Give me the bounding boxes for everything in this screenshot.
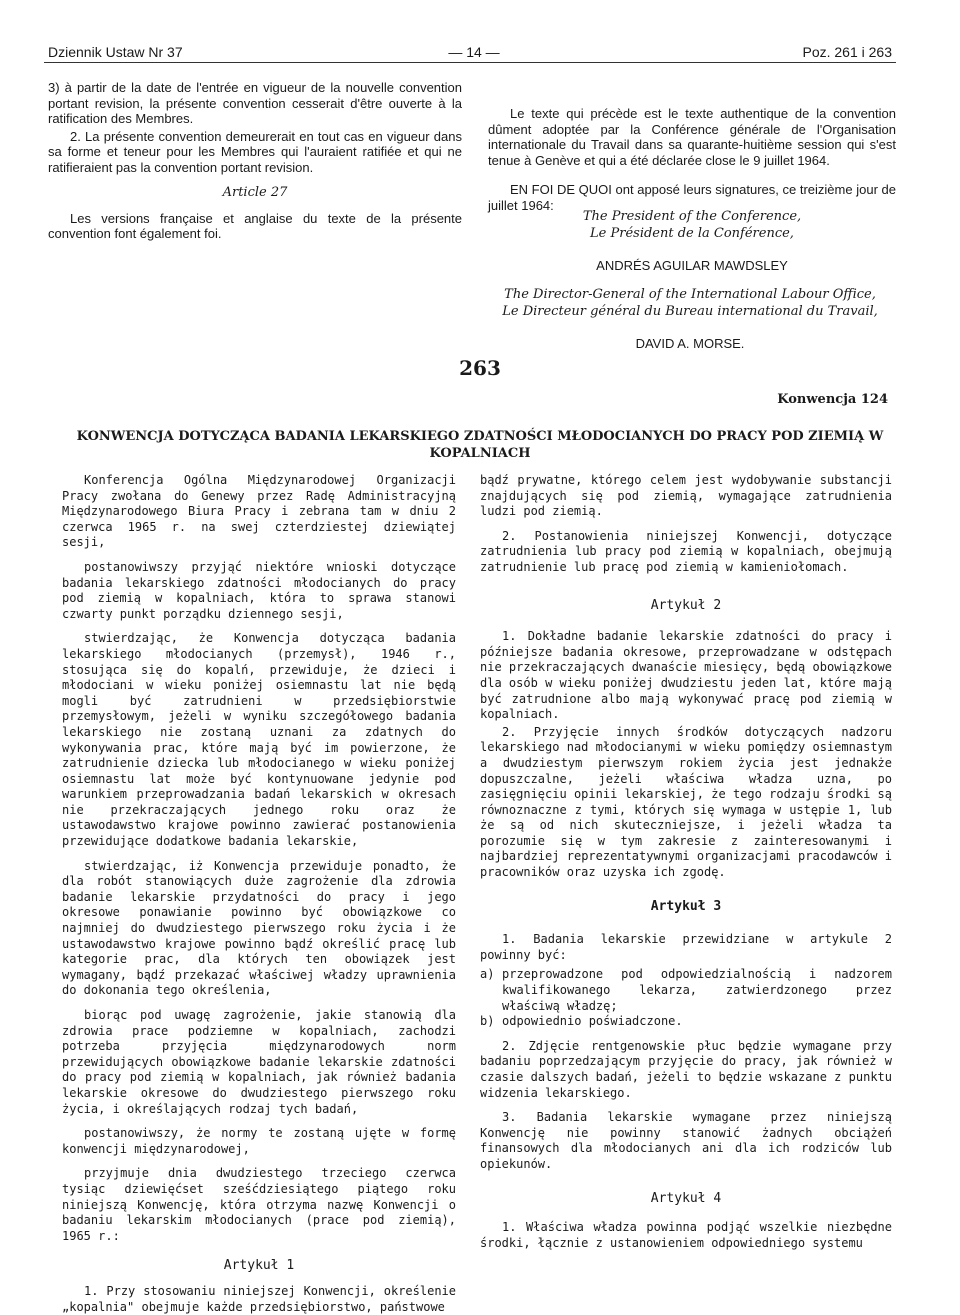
preamble-paragraph: stwierdzając, że Konwencja dotycząca badania lekarskiego młodocianych (przemysł), 1946 r., stosująca się do kopalń, przewiduje, że dzieci i młodociani w wieku poniżej osiemnastu lat nie będą mogli być zatrudnieni w przedsiębiorstwie przemysłowym, jeżeli w wyniku szczegółowego badania lekarskiego nie zostaną uznani za zdatnych do wykonywania prac, które mają być im powierzone, że zatrudnienie dziecka lub młodocianego w wieku poniżej osiemnastu lat może być kontynuowane jedynie pod warunkiem przeprowadzania badań lekarskich w okresach nie przekraczających jednego roku oraz że ustawodawstwo krajowe powinno zawierać postanowienia przewidujące dodatkowe badania lekarskie, (62, 631, 456, 849)
president-name: ANDRÉS AGUILAR MAWDSLEY (596, 258, 788, 273)
president-title-fr: Le Président de la Conférence, (590, 226, 794, 241)
header-rule (44, 62, 896, 63)
article-paragraph: 1. Dokładne badanie lekarskie zdatności do pracy i późniejsze badania okresowe, przeprowadzane w odstępach nie przekraczających dwanaście miesięcy, będą obowiązkowe dla osób w wieku poniżej dwudziestu jeden lat, które mają być zatrudnione albo mają wykonywać pracę pod ziemią w kopalniach. (480, 629, 892, 722)
polish-left-column (62, 473, 456, 1315)
article-paragraph: 1. Właściwa władza powinna podjąć wszelkie niezbędne środki, łącznie z ustanowieniem odpowiedniego systemu (480, 1220, 892, 1250)
signature-block-director (460, 286, 920, 351)
signature-block-president (488, 208, 896, 273)
french-left-column (48, 80, 462, 242)
list-item (480, 1014, 892, 1030)
president-title-en: The President of the Conference, (582, 209, 802, 224)
article-heading: Article 27 (222, 185, 288, 200)
section-number: 263 (459, 356, 501, 380)
article-1-heading: Artykuł 1 (223, 1258, 295, 1274)
article-2-heading: Artykuł 2 (650, 597, 722, 613)
french-right-column (488, 106, 896, 213)
article-paragraph: 2. Postanowienia niniejszej Konwencji, dotyczące zatrudnienia lub pracy pod ziemią w kopalniach, obejmują zatrudnienie lub pracę pod ziemią w kamieniołomach. (480, 528, 892, 574)
preamble-paragraph: Konferencja Ogólna Międzynarodowej Organizacji Pracy zwołana do Genewy przez Radę Administracyjną Międzynarodowego Biura Pracy i zebrana tam w dniu 2 czerwca 1965 r. na swej czterdziestej dziewiątej sesji, (62, 473, 456, 550)
polish-right-column (480, 473, 892, 1251)
list-item (480, 967, 892, 1014)
page-number: — 14 — (448, 44, 500, 60)
article-3-heading: Artykuł 3 (650, 898, 722, 914)
article-paragraph: 2. Zdjęcie rentgenowskie płuc będzie wymagane przy badaniu poprzedzającym przyjęcie do pracy, jak również w czasie dalszych badań, jeżeli to będzie wskazane z punktu widzenia lekarskiego. (480, 1038, 892, 1100)
preamble-paragraph: postanowiwszy przyjąć niektóre wnioski dotyczące badania lekarskiego zdatności młodocianych do pracy pod ziemią w kopalniach, która to sprawa stanowi czwarty punkt porządku dziennego sesji, (62, 559, 456, 621)
article-paragraph: 3. Badania lekarskie wymagane przez niniejszą Konwencję nie powinny stanowić żadnych obciążeń finansowych dla młodocianych ani dla ich rodziców lub opiekunów. (480, 1110, 892, 1171)
preamble-paragraph: stwierdzając, iż Konwencja przewiduje ponadto, że dla robót stanowiących duże zagrożenie dla zdrowia badanie lekarskie przydatności do pracy i jego okresowe ponawianie powinno być obowiązkowe co najmniej do dwudziestego pierwszego roku życia i że ustawodawstwo krajowe powinno bądź określić pracę lub kategorie prac, dla których ten obowiązek jest wymagany, bądź przekazać właściwej władzy uprawnienia do dokonania tego określenia, (62, 858, 456, 998)
article-4-heading: Artykuł 4 (650, 1190, 722, 1206)
list-item-text: odpowiednio poświadczone. (502, 1014, 683, 1029)
article-paragraph: 2. Przyjęcie innych środków dotyczących nadzoru lekarskiego nad młodocianymi w wieku pomiędzy osiemnastym a dwudziestym pierwszym rokiem życia jest jednakże dopuszczalne, jeżeli właściwa władza uzna, po zasięgnięciu opinii lekarskiej, że tego rodzaju środki są równoznaczne z tymi, których się wymaga w ustępie 1, lub że są od nich skuteczniejsze, i jeżeli władza ta porozumie się w tym zakresie z zainteresowanymi i najbardziej reprezentatywnymi organizacjami pracodawców i pracowników oraz uzyska ich zgodę. (480, 724, 892, 880)
french-paragraph: 2. La présente convention demeurerait en tout cas en vigueur dans sa forme et teneur pour les Membres qui l'auraient ratifiée et qui ne ratifieraient pas la convention portant revision. (48, 128, 462, 175)
preamble-paragraph: biorąc pod uwagę zagrożenie, jakie stanowią dla zdrowia prace podziemne w kopalniach, zachodzi potrzeba przyjęcia międzynarodowych norm przewidujących obowiązkowe badanie lekarskie zdatności do pracy pod ziemią w kopalniach, jak również badania lekarskie okresowe do dwudziestego pierwszego roku życia, i określających rodzaj tych badań, (62, 1008, 456, 1116)
preamble-paragraph: postanowiwszy, że normy te zostaną ujęte w formę konwencji międzynarodowej, (62, 1126, 456, 1156)
convention-label: Konwencja 124 (777, 392, 888, 407)
journal-title: Dziennik Ustaw Nr 37 (48, 44, 183, 60)
list-item-text: przeprowadzone pod odpowiedzialnością i nadzorem kwalifikowanego lekarza, zatwierdzonego przez właściwą władzę; (502, 967, 892, 1013)
director-name: DAVID A. MORSE. (635, 336, 745, 351)
french-paragraph: Les versions française et anglaise du texte de la présente convention font également foi. (48, 210, 462, 241)
french-paragraph: EN FOI DE QUOI ont apposé leurs signatures, ce treizième jour de juillet 1964: (488, 182, 896, 213)
director-title-en: The Director-General of the International Labour Office, (504, 287, 876, 302)
list-item-label: a) (480, 967, 495, 982)
list-item-label: b) (480, 1014, 495, 1029)
preamble-paragraph: przyjmuje dnia dwudziestego trzeciego czerwca tysiąc dziewięćset sześćdziesiątego piątego roku niniejszą Konwencję, która otrzyma nazwę Konwencji o badaniu lekarskim młodocianych (prace pod ziemią), 1965 r.: (62, 1166, 456, 1243)
position-reference: Poz. 261 i 263 (802, 44, 892, 60)
director-title-fr: Le Directeur général du Bureau international du Travail, (502, 304, 878, 319)
article-paragraph: 1. Przy stosowaniu niniejszej Konwencji, określenie „kopalnia" obejmuje każde przedsiębiorstwo, państwowe (62, 1283, 456, 1314)
article-paragraph: bądź prywatne, którego celem jest wydobywanie substancji znajdujących się pod ziemią, wymagające zatrudnienia ludzi pod ziemią. (480, 473, 892, 519)
french-paragraph: 3) à partir de la date de l'entrée en vigueur de la nouvelle convention portant revision, la présente convention cesserait d'être ouverte à la ratification des Membres. (48, 80, 462, 126)
convention-title: KONWENCJA DOTYCZĄCA BADANIA LEKARSKIEGO ZDATNOŚCI MŁODOCIANYCH DO PRACY POD ZIEMIĄ W KOPALNIACH (76, 429, 884, 461)
article-paragraph: 1. Badania lekarskie przewidziane w artykule 2 powinny być: (480, 932, 892, 962)
french-paragraph: Le texte qui précède est le texte authentique de la convention dûment adoptée par la Conférence générale de l'Organisation internationale du Travail dans sa quarante-huitième session qui s'est tenue à Genève et qui a été déclarée close le 9 juillet 1964. (488, 106, 896, 168)
